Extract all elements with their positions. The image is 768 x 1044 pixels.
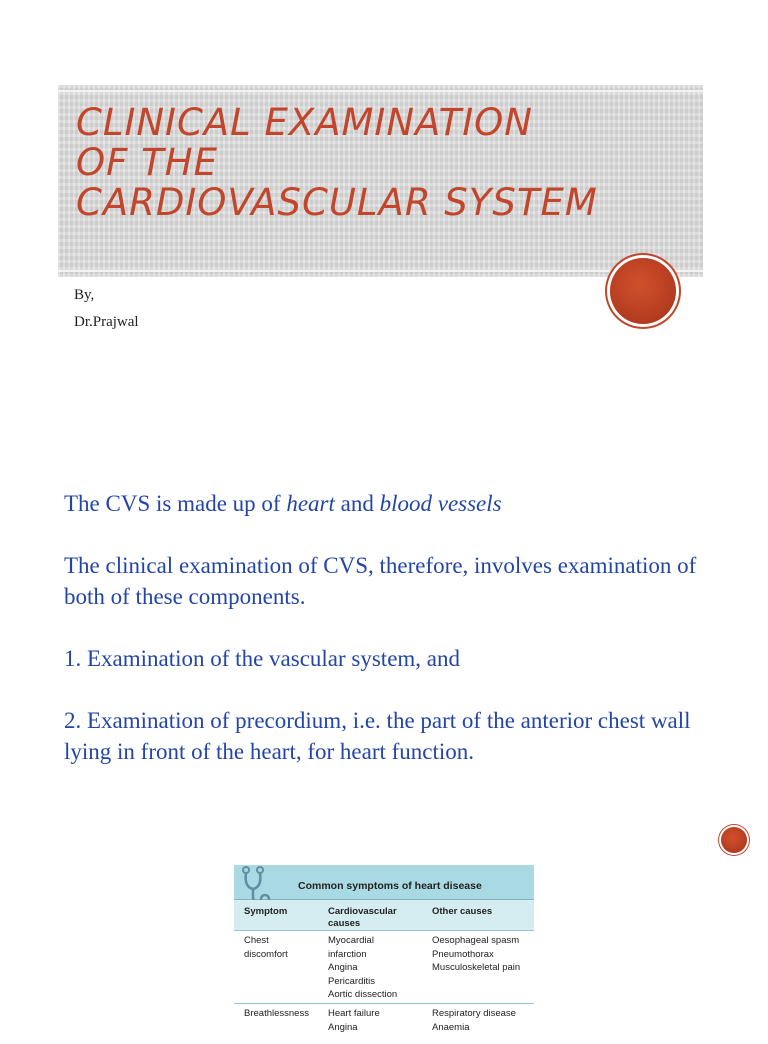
stethoscope-icon <box>236 865 274 905</box>
cell-symptom: Chest discomfort <box>244 935 288 960</box>
title-band <box>58 85 703 277</box>
byline-by: By, <box>74 287 95 303</box>
header-cardio: Cardiovascular causes <box>328 906 397 929</box>
intro-and: and <box>334 491 380 516</box>
byline-author: Dr.Prajwal <box>74 314 139 330</box>
cell-cardio: Heart failure Angina <box>328 1008 380 1033</box>
decorative-circle-large <box>610 258 676 324</box>
paragraph-examination: The clinical examination of CVS, therefore, involves examination of both of these components. <box>64 553 697 609</box>
list-item-2: 2. Examination of precordium, i.e. the part of the anterior chest wall lying in front of the heart, for heart function. <box>64 708 691 764</box>
header-symptom: Symptom <box>244 906 288 917</box>
cell-cardio: Myocardial infarction Angina Pericarditis Aortic dissection <box>328 935 398 1000</box>
cell-symptom: Breathlessness <box>244 1008 309 1019</box>
header-other: Other causes <box>432 906 493 917</box>
table-caption-bar <box>234 865 534 900</box>
paragraph-intro <box>64 488 714 519</box>
table-header-row <box>234 900 534 931</box>
table-row <box>234 931 534 1004</box>
table-caption: Common symptoms of heart disease <box>298 880 482 892</box>
byline <box>74 282 139 336</box>
cell-other: Respiratory disease Anaemia <box>432 1008 516 1033</box>
title-line-1: CLINICAL EXAMINATION <box>76 101 533 144</box>
intro-vessels: blood vessels <box>379 491 502 516</box>
body-text <box>64 488 714 798</box>
title-line-3: CARDIOVASCULAR SYSTEM <box>76 181 598 224</box>
slide-title <box>76 103 598 223</box>
list-item-1: 1. Examination of the vascular system, and <box>64 646 461 671</box>
intro-heart: heart <box>286 491 335 516</box>
table-row <box>234 1004 534 1044</box>
symptoms-table <box>234 865 534 1033</box>
title-line-2: OF THE <box>76 141 218 184</box>
cell-other: Oesophageal spasm Pneumothorax Musculoskeletal pain <box>432 935 521 973</box>
decorative-circle-small <box>721 827 747 853</box>
intro-text: The CVS is made up of <box>64 491 287 516</box>
